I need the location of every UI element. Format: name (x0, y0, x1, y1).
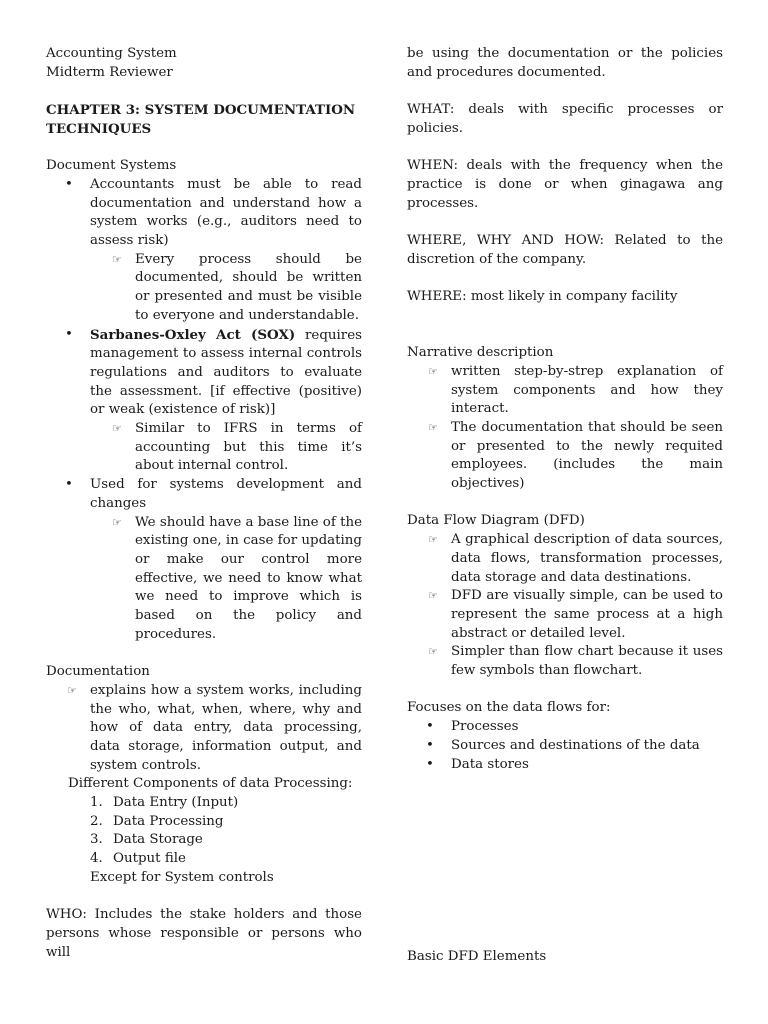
bullet-icon: • (426, 756, 434, 772)
pointing-hand-icon: ☞ (112, 515, 121, 529)
doc-title-line2: Midterm Reviewer (46, 64, 173, 80)
list-item: ☞ Simpler than flow chart because it uses few symbols than flowchart. (428, 644, 723, 679)
list-item: • Sarbanes-Oxley Act (SOX) requires management to assess internal controls regulations and auditors to evaluate the assessment. [if effective (positive) or weak (existence of risk)] (65, 326, 362, 418)
components-heading: Different Components of data Processing: (68, 776, 353, 792)
list-item: • Accountants must be able to read documentation and understand how a system works (e.g., auditors need to assess risk) (65, 176, 362, 248)
pointing-hand-icon: ☞ (428, 589, 437, 603)
bullet-icon: • (426, 737, 434, 753)
list-item: ☞ explains how a system works, including the who, what, when, where, why and how of data entry, data processing, data storage, information output, and system controls. (67, 682, 362, 773)
except-note: Except for System controls (90, 869, 274, 885)
bullet-icon: • (426, 719, 434, 735)
sox-term: Sarbanes-Oxley Act (SOX) (90, 326, 296, 343)
list-item: ☞ We should have a base line of the existing one, in case for updating or make our control more effective, we need to know what we need to improve which is based on the policy and procedures. (112, 514, 362, 642)
dfd-heading: Data Flow Diagram (DFD) (407, 513, 585, 529)
list-item: • Used for systems development and changes (65, 477, 362, 511)
left-column (46, 45, 362, 962)
list-item: • Processes (407, 718, 723, 737)
list-item: ☞ A graphical description of data sources, data flows, transformation processes, data storage and data destinations. (428, 532, 723, 585)
list-item: 3. Data Storage (90, 832, 203, 848)
where-paragraph: WHERE: most likely in company facility (407, 289, 678, 305)
pointing-hand-icon: ☞ (67, 683, 76, 697)
bullet-icon: • (65, 477, 73, 493)
pointing-hand-icon: ☞ (112, 252, 121, 266)
when-paragraph: WHEN: deals with the frequency when the practice is done or when ginagawa ang processes. (407, 158, 723, 211)
pointing-hand-icon: ☞ (428, 645, 437, 659)
pointing-hand-icon: ☞ (428, 533, 437, 547)
list-item: 1. Data Entry (Input) (90, 795, 239, 811)
narrative-heading: Narrative description (407, 345, 554, 361)
pointing-hand-icon: ☞ (428, 364, 437, 378)
basic-dfd-heading: Basic DFD Elements (407, 949, 547, 964)
list-item: ☞ Every process should be documented, should be written or presented and must be visible to everyone and understandable. (112, 251, 362, 323)
list-item: ☞ Similar to IFRS in terms of accounting but this time it’s about internal control. (112, 421, 362, 474)
who-paragraph: WHO: Includes the stake holders and those persons whose responsible or persons who will (46, 907, 362, 960)
list-item: • Sources and destinations of the data (407, 737, 723, 756)
pointing-hand-icon: ☞ (428, 420, 437, 434)
bullet-icon: • (65, 176, 73, 192)
list-item: 2. Data Processing (90, 813, 224, 829)
who-paragraph-continued: be using the documentation or the policies and procedures documented. (407, 46, 723, 80)
chapter-title: CHAPTER 3: SYSTEM DOCUMENTATION TECHNIQUES (46, 102, 356, 137)
doc-title-line1: Accounting System (46, 46, 177, 61)
list-item: 4. Output file (90, 851, 186, 867)
what-paragraph: WHAT: deals with specific processes or policies. (407, 102, 723, 136)
pointing-hand-icon: ☞ (112, 422, 121, 436)
right-column (407, 45, 723, 774)
where-why-how-paragraph: WHERE, WHY AND HOW: Related to the discretion of the company. (407, 232, 723, 267)
document-systems-heading: Document Systems (46, 158, 177, 174)
list-item: ☞ The documentation that should be seen or presented to the newly requited employees. (includes the main objectives) (428, 419, 723, 492)
list-item: ☞ DFD are visually simple, can be used to represent the same process at a high abstract or detailed level. (428, 588, 723, 641)
bullet-icon: • (65, 326, 73, 342)
list-item: ☞ written step-by-strep explanation of system components and how they interact. (428, 363, 723, 417)
documentation-heading: Documentation (46, 664, 150, 680)
list-item: • Data stores (407, 756, 723, 775)
focuses-heading: Focuses on the data flows for: (407, 700, 611, 716)
